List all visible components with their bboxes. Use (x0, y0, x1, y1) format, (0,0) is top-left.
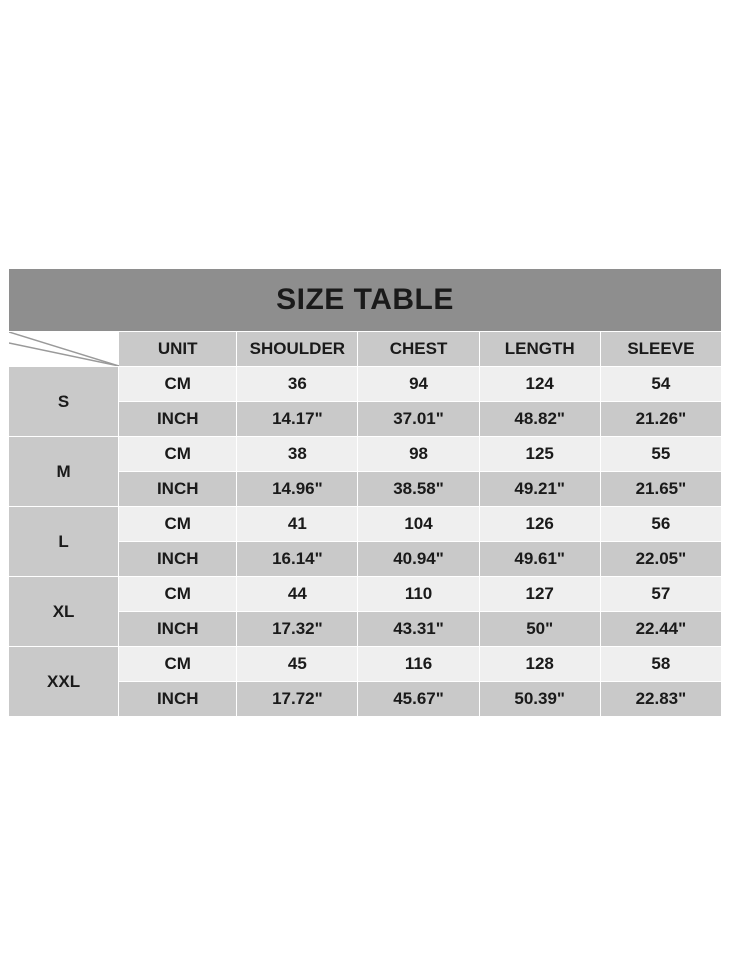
value-length: 50" (479, 612, 600, 647)
value-sleeve: 21.65" (600, 472, 721, 507)
corner-diagonal-cell (9, 332, 119, 367)
header-shoulder: SHOULDER (237, 332, 358, 367)
value-shoulder: 17.32" (237, 612, 358, 647)
table-row (9, 437, 722, 472)
size-table (8, 268, 722, 717)
value-sleeve: 21.26" (600, 402, 721, 437)
value-chest: 40.94" (358, 542, 479, 577)
unit-cell: INCH (119, 472, 237, 507)
unit-cell: CM (119, 367, 237, 402)
unit-cell: CM (119, 437, 237, 472)
value-chest: 104 (358, 507, 479, 542)
value-sleeve: 22.44" (600, 612, 721, 647)
value-sleeve: 58 (600, 647, 721, 682)
value-sleeve: 22.83" (600, 682, 721, 717)
diagonal-slash-icon (9, 332, 119, 366)
value-shoulder: 14.96" (237, 472, 358, 507)
size-table-container (8, 268, 722, 717)
value-chest: 38.58" (358, 472, 479, 507)
unit-cell: CM (119, 577, 237, 612)
table-title-row (9, 269, 722, 332)
unit-cell: CM (119, 507, 237, 542)
value-length: 49.61" (479, 542, 600, 577)
value-sleeve: 22.05" (600, 542, 721, 577)
size-label-xxl: XXL (9, 647, 119, 717)
value-length: 48.82" (479, 402, 600, 437)
value-length: 126 (479, 507, 600, 542)
table-row (9, 367, 722, 402)
value-shoulder: 14.17" (237, 402, 358, 437)
value-shoulder: 17.72" (237, 682, 358, 717)
table-row (9, 647, 722, 682)
unit-cell: INCH (119, 542, 237, 577)
value-chest: 98 (358, 437, 479, 472)
unit-cell: CM (119, 647, 237, 682)
unit-cell: INCH (119, 682, 237, 717)
value-shoulder: 36 (237, 367, 358, 402)
value-chest: 94 (358, 367, 479, 402)
value-chest: 45.67" (358, 682, 479, 717)
value-shoulder: 16.14" (237, 542, 358, 577)
page-title: SIZE TABLE (9, 269, 722, 332)
unit-cell: INCH (119, 612, 237, 647)
value-sleeve: 57 (600, 577, 721, 612)
value-chest: 110 (358, 577, 479, 612)
size-label-xl: XL (9, 577, 119, 647)
header-sleeve: SLEEVE (600, 332, 721, 367)
value-shoulder: 44 (237, 577, 358, 612)
value-shoulder: 41 (237, 507, 358, 542)
value-chest: 43.31" (358, 612, 479, 647)
value-chest: 37.01" (358, 402, 479, 437)
header-length: LENGTH (479, 332, 600, 367)
size-label-s: S (9, 367, 119, 437)
header-unit: UNIT (119, 332, 237, 367)
value-length: 50.39" (479, 682, 600, 717)
value-sleeve: 56 (600, 507, 721, 542)
value-sleeve: 55 (600, 437, 721, 472)
table-row (9, 507, 722, 542)
value-length: 125 (479, 437, 600, 472)
table-header-row (9, 332, 722, 367)
value-shoulder: 38 (237, 437, 358, 472)
value-shoulder: 45 (237, 647, 358, 682)
value-length: 49.21" (479, 472, 600, 507)
size-label-m: M (9, 437, 119, 507)
header-chest: CHEST (358, 332, 479, 367)
value-sleeve: 54 (600, 367, 721, 402)
value-length: 124 (479, 367, 600, 402)
table-row (9, 577, 722, 612)
value-chest: 116 (358, 647, 479, 682)
unit-cell: INCH (119, 402, 237, 437)
size-label-l: L (9, 507, 119, 577)
value-length: 128 (479, 647, 600, 682)
value-length: 127 (479, 577, 600, 612)
